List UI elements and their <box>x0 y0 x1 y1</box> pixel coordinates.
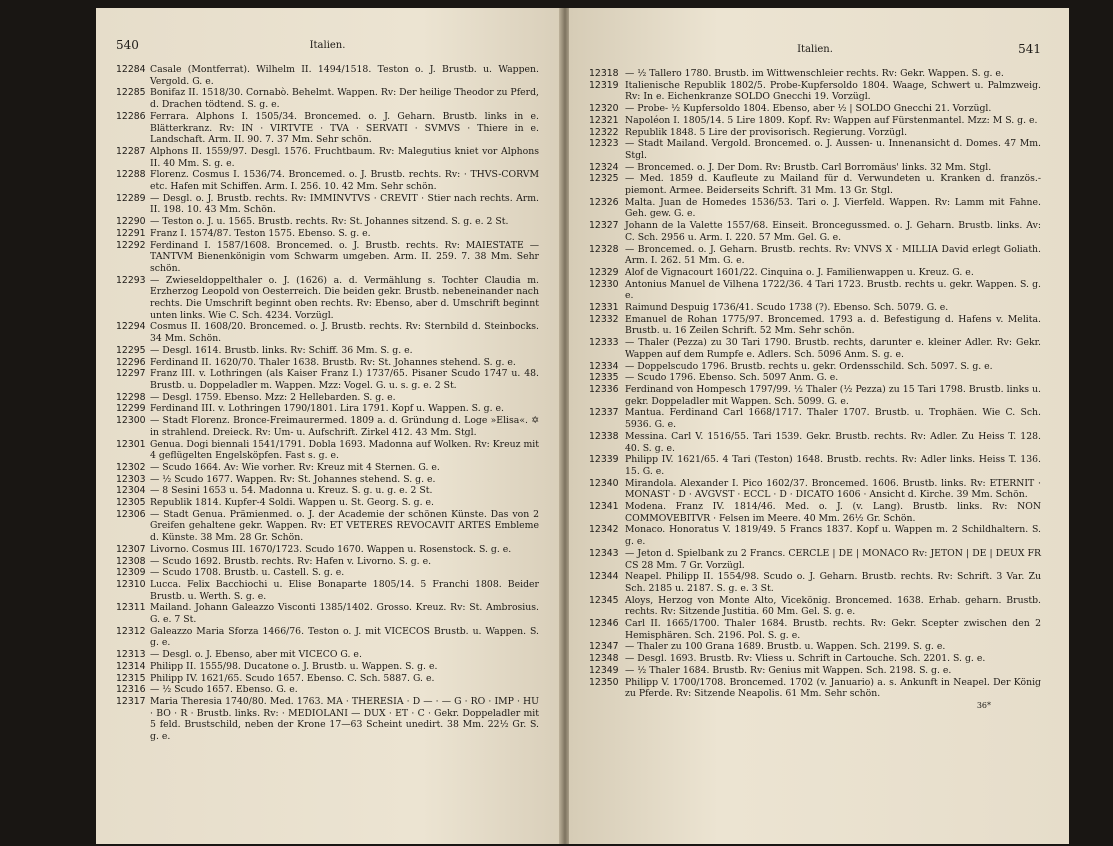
lot-number: 12325 <box>589 173 619 185</box>
lot-number: 12349 <box>589 664 619 676</box>
lot-description: Antonius Manuel de Vilhena 1722/36. 4 Tari 1723. Brustb. rechts u. gekr. Wappen. S. g. e. <box>625 278 1041 302</box>
lot-description: — Desgl. 1759. Ebenso. Mzz: 2 Hellebarden. S. g. e. <box>150 391 396 403</box>
lot-description: — Desgl. o. J. Ebenso, aber mit VICECO G. e. <box>150 649 362 661</box>
lot-number: 12343 <box>589 547 619 559</box>
catalogue-entry <box>589 454 1041 477</box>
lot-description: Alphons II. 1559/97. Desgl. 1576. Fruchtbaum. Rv: Malegutius kniet vor Alphons II. 40 Mm. S. g. e. <box>150 145 539 169</box>
catalogue-entry <box>589 173 1041 196</box>
catalogue-entry <box>116 497 539 509</box>
lot-number: 12288 <box>116 169 146 181</box>
catalogue-entry <box>589 618 1041 641</box>
lot-number: 12295 <box>116 344 146 356</box>
lot-description: — Scudo 1692. Brustb. rechts. Rv: Hafen v. Livorno. S. g. e. <box>150 555 432 567</box>
lot-number: 12346 <box>589 618 619 630</box>
signature-mark: 36* <box>976 700 991 710</box>
lot-number: 12350 <box>589 676 619 688</box>
lot-number: 12333 <box>589 337 619 349</box>
catalogue-entry <box>589 162 1041 174</box>
catalogue-entry <box>116 87 539 110</box>
catalogue-entry <box>589 244 1041 267</box>
lot-number: 12309 <box>116 567 146 579</box>
lot-number: 12300 <box>116 415 146 427</box>
running-head: Italien. <box>309 40 346 51</box>
catalogue-entry <box>589 653 1041 665</box>
right-page <box>569 8 1069 844</box>
catalogue-entry <box>116 146 539 169</box>
lot-number: 12308 <box>116 555 146 567</box>
catalogue-entry <box>589 501 1041 524</box>
catalogue-entry <box>589 314 1041 337</box>
lot-description: Alof de Vignacourt 1601/22. Cinquina o. J. Familienwappen u. Kreuz. G. e. <box>625 266 974 278</box>
catalogue-entry <box>589 571 1041 594</box>
lot-number: 12289 <box>116 192 146 204</box>
lot-number: 12319 <box>589 79 619 91</box>
lot-number: 12326 <box>589 196 619 208</box>
lot-number: 12301 <box>116 438 146 450</box>
lot-number: 12332 <box>589 313 619 325</box>
lot-number: 12298 <box>116 391 146 403</box>
catalogue-entry <box>589 665 1041 677</box>
catalogue-entry <box>589 337 1041 360</box>
lot-description: — Thaler zu 100 Grana 1689. Brustb. u. Wappen. Sch. 2199. S. g. e. <box>625 641 946 653</box>
lot-number: 12331 <box>589 302 619 314</box>
lot-description: — Zwieseldoppelthaler o. J. (1626) a. d. Vermählung s. Tochter Claudia m. Erzherzog Leopold von Oesterreich. Die beiden gekr. Brustb. nebeneinander nach rechts. Die Umschrift beginnt oben rechts. Rv: Ebenso, aber d. Umschrift beginnt unten links. Wie C. Sch. 4234. Vorzügl. <box>150 274 539 321</box>
catalogue-entry <box>116 696 539 743</box>
lot-number: 12314 <box>116 660 146 672</box>
lot-description: Mantua. Ferdinand Carl 1668/1717. Thaler 1707. Brustb. u. Trophäen. Wie C. Sch. 5936. G. e. <box>625 407 1041 431</box>
lot-description: — ½ Scudo 1657. Ebenso. G. e. <box>150 684 298 696</box>
lot-description: Franz I. 1574/87. Teston 1575. Ebenso. S. g. e. <box>150 227 371 239</box>
lot-number: 12310 <box>116 578 146 590</box>
lot-number: 12297 <box>116 368 146 380</box>
lot-number: 12347 <box>589 641 619 653</box>
catalogue-entry <box>589 641 1041 653</box>
catalogue-entry <box>589 478 1041 501</box>
catalogue-entry <box>589 384 1041 407</box>
catalogue-entry <box>589 220 1041 243</box>
lot-description: — Stadt Mailand. Vergold. Broncemed. o. J. Aussen- u. Innenansicht d. Domes. 47 Mm. Stgl. <box>625 138 1041 161</box>
catalogue-entry <box>116 321 539 344</box>
lot-description: Italienische Republik 1802/5. Probe-Kupfersoldo 1804. Waage, Schwert u. Palmzweig. Rv: In e. Eichenkranze SOLDO Gnecchi 19. Vorzügl. <box>625 79 1041 103</box>
catalogue-entry <box>116 439 539 462</box>
lot-number: 12344 <box>589 571 619 583</box>
lot-description: Republik 1848. 5 Lire der provisorisch. Regierung. Vorzügl. <box>625 126 908 138</box>
lot-description: Modena. Franz IV. 1814/46. Med. o. J. (v. Lang). Brustb. links. Rv: NON COMMOVEBITVR · Felsen im Meere. 40 Mm. 26½ Gr. Schön. <box>625 501 1041 524</box>
lot-number: 12328 <box>589 243 619 255</box>
lot-description: Florenz. Cosmus I. 1536/74. Broncemed. o. J. Brustb. rechts. Rv: · THVS-CORVM etc. Hafen mit Schiffen. Arm. I. 256. 10. 42 Mm. Sehr schön. <box>150 169 539 193</box>
lot-description: — Scudo 1664. Av: Wie vorher. Rv: Kreuz mit 4 Sternen. G. e. <box>150 461 440 473</box>
catalogue-entry <box>116 602 539 625</box>
page-number: 540 <box>116 38 139 52</box>
catalogue-entry <box>116 228 539 240</box>
catalogue-entry <box>116 403 539 415</box>
running-head: Italien. <box>797 44 833 55</box>
lot-description: Neapel. Philipp II. 1554/98. Scudo o. J. Geharn. Brustb. rechts. Rv: Schrift. 3 Var. Zu Sch. 2185 u. 2187. S. g. e. 3 St. <box>625 571 1041 594</box>
lot-number: 12287 <box>116 145 146 157</box>
lot-description: Raimund Despuig 1736/41. Scudo 1738 (?). Ebenso. Sch. 5079. G. e. <box>625 302 949 314</box>
lot-number: 12330 <box>589 278 619 290</box>
lot-number: 12303 <box>116 473 146 485</box>
lot-number: 12304 <box>116 485 146 497</box>
lot-description: Ferdinand II. 1620/70. Thaler 1638. Brustb. Rv: St. Johannes stehend. S. g. e. <box>150 356 516 368</box>
lot-number: 12327 <box>589 220 619 232</box>
lot-description: Messina. Carl V. 1516/55. Tari 1539. Gekr. Brustb. rechts. Rv: Adler. Zu Heiss T. 128. 40. S. g. e. <box>625 430 1041 454</box>
lot-description: Ferdinand von Hompesch 1797/99. ½ Thaler (½ Pezza) zu 15 Tari 1798. Brustb. links u. gekr. Doppeladler mit Wappen. Sch. 5099. G. e. <box>625 383 1041 407</box>
lot-description: Ferrara. Alphons I. 1505/34. Broncemed. o. J. Geharn. Brustb. links in e. Blätterkranz. Rv: IN · VIRTVTE · TVA · SERVATI · SVMVS · Thiere in e. Landschaft. Arm. II. 90. 7. 37 Mm. Sehr schön. <box>150 110 539 146</box>
lot-description: — Med. 1859 d. Kaufleute zu Mailand für d. Verwundeten u. Kranken d. französ.-piemont. Armee. Beiderseits Schrift. 31 Mm. 13 Gr. Stgl. <box>625 173 1041 197</box>
lot-number: 12322 <box>589 126 619 138</box>
catalogue-entry <box>116 357 539 369</box>
catalogue-entry <box>589 372 1041 384</box>
catalogue-entries <box>589 68 1041 700</box>
lot-description: Philipp IV. 1621/65. Scudo 1657. Ebenso. C. Sch. 5887. G. e. <box>150 672 435 684</box>
lot-number: 12323 <box>589 138 619 150</box>
catalogue-entry <box>116 111 539 146</box>
catalogue-entry <box>116 193 539 216</box>
catalogue-entry <box>116 579 539 602</box>
lot-number: 12284 <box>116 64 146 75</box>
catalogue-entry <box>589 279 1041 302</box>
catalogue-entry <box>589 524 1041 547</box>
lot-description: — Stadt Florenz. Bronce-Freimaurermed. 1809 a. d. Gründung d. Loge »Elisa«. ✡ in strahlend. Dreieck. Rv: Um- u. Aufschrift. Zirkel 412. 43 Mm. Stgl. <box>150 415 539 438</box>
catalogue-entry <box>589 197 1041 220</box>
left-page <box>96 8 561 844</box>
lot-description: Cosmus II. 1608/20. Broncemed. o. J. Brustb. rechts. Rv: Sternbild d. Steinbocks. 34 Mm. Schön. <box>150 321 539 345</box>
lot-description: Mirandola. Alexander I. Pico 1602/37. Broncemed. 1606. Brustb. links. Rv: ETERNIT · MONAST · D · AVGVST · ECCL · D · DICATO 1606 · Ansicht d. Kirche. 39 Mm. Schön. <box>625 477 1041 501</box>
lot-description: Franz III. v. Lothringen (als Kaiser Franz I.) 1737/65. Pisaner Scudo 1747 u. 48. Brustb. u. Doppeladler m. Wappen. Mzz: Vogel. G. u. s. g. e. 2 St. <box>150 368 539 391</box>
lot-description: Carl II. 1665/1700. Thaler 1684. Brustb. rechts. Rv: Gekr. Scepter zwischen den 2 Hemisphären. Sch. 2196. Pol. S. g. e. <box>625 618 1041 641</box>
catalogue-entry <box>116 509 539 544</box>
catalogue-entry <box>116 64 539 87</box>
lot-number: 12299 <box>116 403 146 415</box>
catalogue-entry <box>116 626 539 649</box>
lot-number: 12306 <box>116 508 146 520</box>
catalogue-entry <box>589 267 1041 279</box>
lot-number: 12324 <box>589 161 619 173</box>
lot-number: 12315 <box>116 672 146 684</box>
catalogue-entry <box>589 80 1041 103</box>
lot-description: — ½ Tallero 1780. Brustb. im Wittwenschleier rechts. Rv: Gekr. Wappen. S. g. e. <box>625 68 1004 79</box>
lot-number: 12316 <box>116 684 146 696</box>
lot-number: 12290 <box>116 216 146 228</box>
catalogue-entry <box>589 361 1041 373</box>
lot-description: — Desgl. 1614. Brustb. links. Rv: Schiff. 36 Mm. S. g. e. <box>150 344 413 356</box>
lot-number: 12329 <box>589 266 619 278</box>
catalogue-entry <box>116 567 539 579</box>
catalogue-entry <box>589 138 1041 161</box>
lot-number: 12313 <box>116 649 146 661</box>
lot-number: 12305 <box>116 497 146 509</box>
catalogue-entry <box>589 595 1041 618</box>
catalogue-entry <box>116 368 539 391</box>
lot-number: 12320 <box>589 103 619 115</box>
catalogue-entry <box>116 661 539 673</box>
catalogue-entry <box>116 216 539 228</box>
catalogue-entry <box>589 302 1041 314</box>
lot-number: 12296 <box>116 356 146 368</box>
catalogue-entry <box>589 407 1041 430</box>
lot-description: Aloys, Herzog von Monte Alto, Vicekönig. Broncemed. 1638. Erhab. geharn. Brustb. rechts. Rv: Sitzende Justitia. 60 Mm. Gel. S. g. e. <box>625 594 1041 618</box>
lot-description: — Doppelscudo 1796. Brustb. rechts u. gekr. Ordensschild. Sch. 5097. S. g. e. <box>625 360 993 372</box>
lot-description: Malta. Juan de Homedes 1536/53. Tari o. J. Vierfeld. Wappen. Rv: Lamm mit Fahne. Geh. gew. G. e. <box>625 196 1041 220</box>
lot-description: — Desgl. o. J. Brustb. rechts. Rv: IMMINVTVS · CREVIT · Stier nach rechts. Arm. II. 198. 10. 43 Mm. Schön. <box>150 192 539 216</box>
catalogue-entry <box>589 431 1041 454</box>
lot-number: 12336 <box>589 383 619 395</box>
catalogue-entry <box>116 275 539 322</box>
lot-number: 12285 <box>116 87 146 99</box>
catalogue-entry <box>116 485 539 497</box>
lot-description: — Teston o. J. u. 1565. Brustb. rechts. Rv: St. Johannes sitzend. S. g. e. 2 St. <box>150 216 509 228</box>
catalogue-entry <box>116 392 539 404</box>
lot-description: Maria Theresia 1740/80. Med. 1763. MA · THERESIA · D — · — G · RO · IMP · HU · BO · R · Brustb. links. Rv: · MEDIOLANI — DUX · ET · C · Gekr. Doppeladler mit 5 feld. Brustschild, neben der Krone 17—63 Scheint unedirt. 38 Mm. 22½ Gr. S. g. e. <box>150 695 539 743</box>
catalogue-entry <box>116 684 539 696</box>
catalogue-entry <box>589 68 1041 80</box>
lot-number: 12302 <box>116 461 146 473</box>
left-page-header <box>116 38 539 56</box>
lot-description: Philipp IV. 1621/65. 4 Tari (Teston) 1648. Brustb. rechts. Rv: Adler links. Heiss T. 136. 15. G. e. <box>625 454 1041 477</box>
catalogue-entry <box>589 127 1041 139</box>
lot-number: 12292 <box>116 239 146 251</box>
lot-description: Mailand. Johann Galeazzo Visconti 1385/1402. Grosso. Kreuz. Rv: St. Ambrosius. G. e. 7 St. <box>150 602 539 626</box>
catalogue-entry <box>589 677 1041 700</box>
lot-description: — Broncemed. o. J. Der Dom. Rv: Brustb. Carl Borromäus' links. 32 Mm. Stgl. <box>625 161 992 173</box>
lot-number: 12321 <box>589 114 619 126</box>
lot-number: 12337 <box>589 407 619 419</box>
catalogue-entry <box>589 548 1041 571</box>
catalogue-entry <box>116 462 539 474</box>
lot-description: Republik 1814. Kupfer-4 Soldi. Wappen u. St. Georg. S. g. e. <box>150 497 434 509</box>
page-number: 541 <box>1018 42 1041 56</box>
catalogue-entry <box>116 556 539 568</box>
lot-description: — ½ Scudo 1677. Wappen. Rv: St. Johannes stehend. S. g. e. <box>150 473 436 485</box>
lot-description: Philipp V. 1700/1708. Broncemed. 1702 (v. Januario) a. s. Ankunft in Neapel. Der König zu Pferde. Rv: Sitzende Neapolis. 61 Mm. Sehr schön. <box>625 676 1041 700</box>
catalogue-entry <box>116 673 539 685</box>
lot-number: 12318 <box>589 68 619 79</box>
lot-number: 12286 <box>116 110 146 122</box>
lot-description: — Scudo 1708. Brustb. u. Castell. S. g. e. <box>150 567 345 579</box>
lot-description: Emanuel de Rohan 1775/97. Broncemed. 1793 a. d. Befestigung d. Hafens v. Melita. Brustb. u. 16 Zeilen Schrift. 52 Mm. Sehr schön. <box>625 313 1041 337</box>
lot-description: — Thaler (Pezza) zu 30 Tari 1790. Brustb. rechts, darunter e. kleiner Adler. Rv: Gekr. Wappen auf dem Rumpfe e. Adlers. Sch. 5096 Anm. S. g. e. <box>625 337 1041 360</box>
lot-number: 12311 <box>116 602 146 614</box>
lot-number: 12341 <box>589 501 619 513</box>
lot-number: 12294 <box>116 321 146 333</box>
lot-number: 12335 <box>589 372 619 384</box>
catalogue-entry <box>116 474 539 486</box>
lot-description: — Probe- ½ Kupfersoldo 1804. Ebenso, aber ½ | SOLDO Gnecchi 21. Vorzügl. <box>625 103 992 115</box>
lot-description: Philipp II. 1555/98. Ducatone o. J. Brustb. u. Wappen. S. g. e. <box>150 660 438 672</box>
catalogue-entry <box>589 103 1041 115</box>
lot-number: 12339 <box>589 454 619 466</box>
lot-number: 12317 <box>116 695 146 707</box>
catalogue-entry <box>116 240 539 275</box>
lot-number: 12312 <box>116 625 146 637</box>
catalogue-entry <box>116 415 539 438</box>
right-page-header <box>589 42 1041 60</box>
lot-description: Galeazzo Maria Sforza 1466/76. Teston o. J. mit VICECOS Brustb. u. Wappen. S. g. e. <box>150 625 539 649</box>
lot-description: — Scudo 1796. Ebenso. Sch. 5097 Anm. G. e. <box>625 372 839 384</box>
lot-description: Livorno. Cosmus III. 1670/1723. Scudo 1670. Wappen u. Rosenstock. S. g. e. <box>150 543 512 555</box>
lot-description: Lucca. Felix Bacchiochi u. Elise Bonaparte 1805/14. 5 Franchi 1808. Beider Brustb. u. Werth. S. g. e. <box>150 578 539 602</box>
lot-description: — Broncemed. o. J. Geharn. Brustb. rechts. Rv: VNVS X · MILLIA David erlegt Goliath. Arm. I. 262. 51 Mm. G. e. <box>625 243 1041 267</box>
lot-number: 12342 <box>589 524 619 536</box>
lot-number: 12348 <box>589 653 619 665</box>
lot-description: Ferdinand I. 1587/1608. Broncemed. o. J. Brustb. rechts. Rv: MAIESTATE — TANTVM Bienenkönigin vom Schwarm umgeben. Arm. II. 259. 7. 38 Mm. Sehr schön. <box>150 239 539 274</box>
catalogue-entry <box>116 649 539 661</box>
lot-description: — Stadt Genua. Prämienmed. o. J. der Academie der schönen Künste. Das von 2 Greifen gehaltene gekr. Wappen. Rv: ET VETERES REVOCAVIT ARTES Embleme d. Künste. 38 Mm. 28 Gr. Schön. <box>150 508 539 544</box>
lot-number: 12293 <box>116 274 146 286</box>
lot-number: 12307 <box>116 543 146 555</box>
lot-number: 12334 <box>589 360 619 372</box>
lot-description: Genua. Dogi biennali 1541/1791. Dobla 1693. Madonna auf Wolken. Rv: Kreuz mit 4 geflügelten Engelsköpfen. Fast s. g. e. <box>150 438 539 462</box>
lot-description: Napoléon I. 1805/14. 5 Lire 1809. Kopf. Rv: Wappen auf Fürstenmantel. Mzz: M S. g. e. <box>625 114 1038 126</box>
lot-number: 12291 <box>116 227 146 239</box>
lot-number: 12345 <box>589 594 619 606</box>
lot-description: — ½ Thaler 1684. Brustb. Rv: Genius mit Wappen. Sch. 2198. S. g. e. <box>625 664 952 676</box>
lot-description: Casale (Montferrat). Wilhelm II. 1494/1518. Teston o. J. Brustb. u. Wappen. Vergold. G. e. <box>150 64 539 87</box>
lot-description: — Desgl. 1693. Brustb. Rv: Vliess u. Schrift in Cartouche. Sch. 2201. S. g. e. <box>625 653 986 665</box>
lot-description: — 8 Sesini 1653 u. 54. Madonna u. Kreuz. S. g. u. g. e. 2 St. <box>150 485 433 497</box>
lot-description: Bonifaz II. 1518/30. Cornabò. Behelmt. Wappen. Rv: Der heilige Theodor zu Pferd, d. Drachen tödtend. S. g. e. <box>150 87 539 111</box>
catalogue-entries <box>116 64 539 743</box>
lot-description: — Jeton d. Spielbank zu 2 Francs. CERCLE | DE | MONACO Rv: JETON | DE | DEUX FR CS 28 Mm. 7 Gr. Vorzügl. <box>625 547 1041 571</box>
catalogue-entry <box>116 169 539 192</box>
lot-description: Johann de la Valette 1557/68. Einseit. Broncegussmed. o. J. Geharn. Brustb. links. Av: C. Sch. 2956 u. Arm. I. 220. 57 Mm. Gel. G. e. <box>625 220 1041 243</box>
lot-description: Ferdinand III. v. Lothringen 1790/1801. Lira 1791. Kopf u. Wappen. S. g. e. <box>150 403 504 415</box>
lot-description: Monaco. Honoratus V. 1819/49. 5 Francs 1837. Kopf u. Wappen m. 2 Schildhaltern. S. g. e. <box>625 524 1041 548</box>
catalogue-entry <box>116 544 539 556</box>
catalogue-entry <box>116 345 539 357</box>
lot-number: 12340 <box>589 477 619 489</box>
catalogue-entry <box>589 115 1041 127</box>
lot-number: 12338 <box>589 430 619 442</box>
